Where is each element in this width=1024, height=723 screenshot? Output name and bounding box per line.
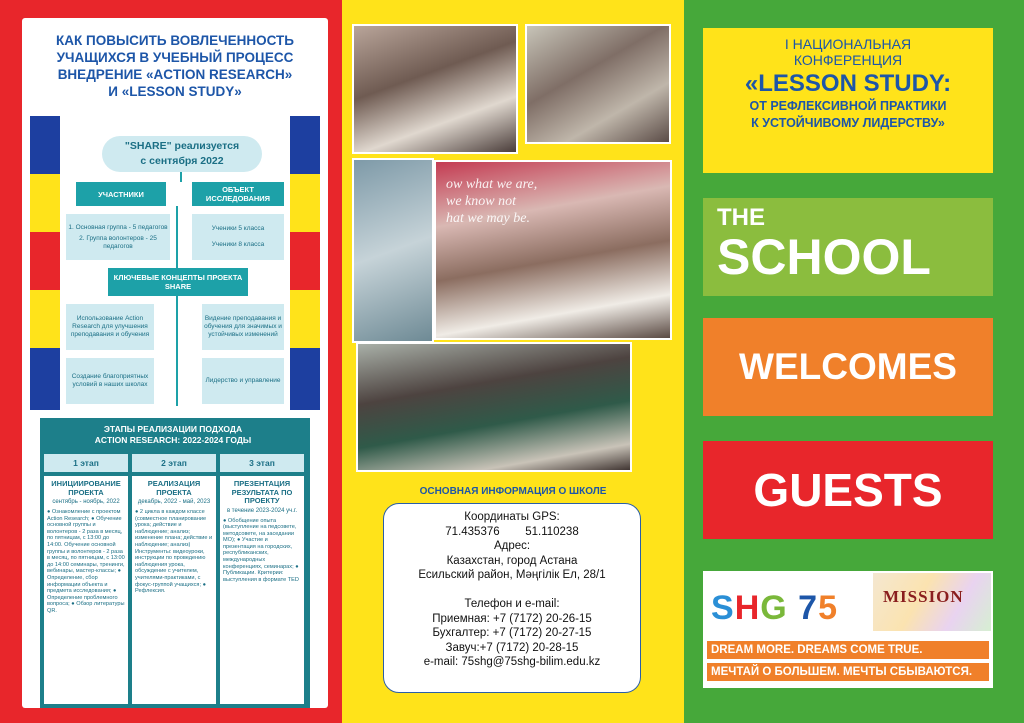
concepts-box: КЛЮЧЕВЫЕ КОНЦЕПТЫ ПРОЕКТА SHARE [108, 268, 248, 296]
info-line: e-mail: 75shg@75shg-bilim.edu.kz [423, 656, 601, 669]
stage-date: декабрь, 2022 - май, 2023 [137, 499, 211, 505]
logo-letter: 7 [798, 589, 819, 627]
concept-4: Лидерство и управление [202, 358, 284, 404]
tagline-ru: МЕЧТАЙ О БОЛЬШЕМ. МЕЧТЫ СБЫВАЮТСЯ. [707, 663, 989, 681]
school-slab [703, 198, 993, 296]
photo-window [352, 158, 434, 343]
info-line: 71.435376 51.110238 [445, 525, 579, 538]
conf-line: КОНФЕРЕНЦИЯ [793, 52, 903, 68]
stage-date: в течение 2023-2024 уч.г. [226, 507, 298, 514]
stage-column [132, 476, 216, 704]
title-line: ВНЕДРЕНИЕ «ACTION RESEARCH» [57, 67, 293, 82]
quote-line: hat we may be. [446, 211, 530, 226]
quote-line: ow what we are, [446, 177, 538, 192]
object-item: Ученики 8 класса [211, 241, 265, 248]
share-line: "SHARE" реализуется [124, 140, 240, 152]
share-banner [102, 136, 262, 172]
conf-subtitle: ОТ РЕФЛЕКСИВНОЙ ПРАКТИКИ [749, 99, 947, 113]
title-line: КАК ПОВЫСИТЬ ВОВЛЕЧЕННОСТЬ [56, 33, 294, 48]
conf-line: I НАЦИОНАЛЬНАЯ [784, 36, 912, 52]
stage-text: ● 2 цикла в каждом классе (совместное планирование урока; действие и наблюдение; анализ; изменение плана; действие и наблюдение; анализ) Инструменты: видеоуроки, инструкции по проведению наблюдения урока, обсуждение с учителем, учителями-практиками, с фокус-группой учащихся; ● Рефлексия. [135, 509, 213, 595]
info-line: Адрес: [493, 540, 531, 553]
info-line: Приемная: +7 (7172) 20-26-15 [432, 612, 592, 625]
stages-section [40, 418, 310, 708]
title-line: УЧАЩИХСЯ В УЧЕБНЫЙ ПРОЦЕСС [56, 50, 294, 65]
tagline-en: DREAM MORE. DREAMS COME TRUE. [707, 641, 989, 659]
stage-date: сентябрь - ноябрь, 2022 [52, 499, 120, 505]
logo-letter: G [760, 589, 788, 627]
object-item: Ученики 5 класса [211, 225, 265, 232]
object-box: ОБЪЕКТ ИССЛЕДОВАНИЯ [192, 182, 284, 206]
logo-letter: 5 [818, 589, 838, 627]
stage-text: ● Ознакомление с проектом Action Research; ● Обучение основной группы и волонтеров - 2 раза в месяц, по пятницам, с 13:00 до 14:00. Обучение основной группы и волонтеров - 2 раза в месяц, по пятницам, с 13:00 до 14:00 семинары, тренинги, вебинары, мастер-классы; ● Определение, сбор информации объекта и предмета исследования; ● Определение проблемного вопроса; ● Обзор литературы QR. [47, 509, 125, 614]
info-line: Координаты GPS: [464, 511, 560, 523]
info-line: Завуч:+7 (7172) 20-28-15 [445, 641, 579, 654]
participant-item: 1. Основная группа - 5 педагогов [68, 223, 168, 231]
conf-subtitle: К УСТОЙЧИВОМУ ЛИДЕРСТВУ» [751, 116, 945, 130]
photo-teachers-2 [525, 24, 671, 144]
project-card [22, 18, 328, 708]
stage-column [220, 476, 304, 704]
stages-title-line: ACTION RESEARCH: 2022-2024 ГОДЫ [94, 435, 252, 445]
concept-2: Видение преподавания и обучения для значимых и устойчивых изменений [202, 304, 284, 350]
participants-list [66, 214, 170, 260]
school-text: SCHOOL [717, 229, 931, 285]
info-line: Казахстан, город Астана [446, 554, 578, 567]
connector [176, 206, 178, 406]
logo-letter: H [734, 589, 761, 627]
object-list [192, 214, 284, 260]
info-line: Есильский район, Мәңгілік Ел, 28/1 [418, 569, 606, 582]
the-text: THE [717, 204, 765, 231]
concept-3: Создание благоприятных условий в наших школах [66, 358, 154, 404]
mission-image [873, 573, 991, 631]
stage-label: 3 этап [220, 454, 304, 472]
stage-text: ● Обобщение опыта (выступление на педсовете, методсовете, на заседании МО); ● Участие и презентация на городских, республиканских, международных конференциях, семинарах; ● Публикации. Критерии: выступления в формате TED [223, 517, 299, 583]
logo-letter: S [711, 589, 735, 627]
stage-heading: ПРЕЗЕНТАЦИЯ РЕЗУЛЬТАТА ПО ПРОЕКТУ [231, 479, 293, 505]
logo-letter [788, 589, 798, 627]
wall-quote [446, 176, 537, 227]
flag-right [290, 116, 320, 410]
stages-title [40, 424, 306, 446]
school-info-box [383, 503, 641, 693]
info-line: Бухгалтер: +7 (7172) 20-27-15 [432, 627, 592, 640]
brand-box [703, 571, 993, 688]
participant-item: 2. Группа волонтеров - 25 педагогов [79, 234, 157, 250]
share-diagram [60, 116, 290, 411]
flag-left [30, 116, 60, 410]
stage-label: 2 этап [132, 454, 216, 472]
info-line: Телефон и e-mail: [464, 597, 560, 610]
photo-teachers-1 [352, 24, 518, 154]
connector [180, 172, 182, 182]
participants-box: УЧАСТНИКИ [76, 182, 166, 206]
concept-1: Использование Action Research для улучшения преподавания и обучения [66, 304, 154, 350]
guests-slab: GUESTS [703, 441, 993, 539]
photo-classroom [434, 160, 672, 340]
welcomes-slab: WELCOMES [703, 318, 993, 416]
conference-banner [703, 28, 993, 173]
share-line: с сентября 2022 [140, 155, 224, 167]
project-title [22, 32, 328, 100]
stages-title-line: ЭТАПЫ РЕАЛИЗАЦИИ ПОДХОДА [103, 424, 243, 434]
conf-title: «LESSON STUDY: [744, 70, 952, 97]
mission-text: MISSION [883, 587, 964, 606]
photo-group [356, 342, 632, 472]
stage-heading: ИНИЦИИРОВАНИЕ ПРОЕКТА [51, 479, 121, 497]
quote-line: we know not [446, 194, 516, 209]
stage-heading: РЕАЛИЗАЦИЯ ПРОЕКТА [147, 479, 201, 497]
info-line [384, 583, 640, 597]
title-line: И «LESSON STUDY» [108, 84, 242, 99]
info-title: ОСНОВНАЯ ИНФОРМАЦИЯ О ШКОЛЕ [419, 486, 607, 497]
stage-label: 1 этап [44, 454, 128, 472]
stage-column [44, 476, 128, 704]
shg-logo [711, 589, 838, 628]
